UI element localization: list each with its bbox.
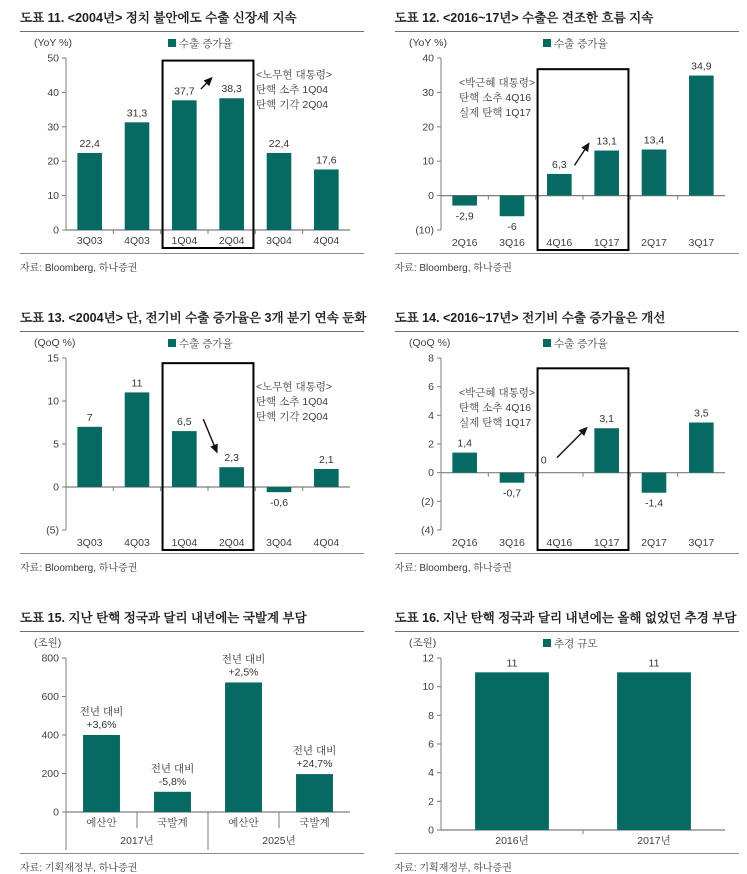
svg-text:-0,7: -0,7 <box>502 487 521 500</box>
svg-text:17,6: 17,6 <box>316 154 337 167</box>
svg-text:7: 7 <box>86 411 93 424</box>
svg-text:40: 40 <box>421 52 434 65</box>
figure-13-title: 도표 13. <2004년> 단, 전기비 수출 증가율은 3개 분기 연속 둔화 <box>20 306 364 332</box>
svg-text:6,3: 6,3 <box>551 158 567 171</box>
svg-text:-0,6: -0,6 <box>269 497 289 510</box>
svg-text:22,4: 22,4 <box>79 137 100 150</box>
svg-text:11: 11 <box>131 377 143 390</box>
svg-text:국발계: 국발계 <box>157 817 188 829</box>
svg-text:0: 0 <box>540 454 547 467</box>
svg-text:1Q17: 1Q17 <box>593 537 620 549</box>
svg-text:5: 5 <box>53 438 59 451</box>
svg-text:6,5: 6,5 <box>177 416 192 429</box>
svg-text:-2,9: -2,9 <box>455 210 474 223</box>
svg-text:<박근혜 대통령>: <박근혜 대통령> <box>458 77 535 89</box>
figure-13-panel <box>20 306 367 574</box>
svg-text:10: 10 <box>47 395 59 408</box>
figure-14-title: 도표 14. <2016~17년> 전기비 수출 증가율은 개선 <box>395 306 739 332</box>
svg-text:400: 400 <box>41 729 59 742</box>
svg-text:0: 0 <box>53 806 59 819</box>
svg-text:2025년: 2025년 <box>262 835 296 847</box>
svg-text:3,5: 3,5 <box>693 407 709 420</box>
figure-16-source: 자료: 기획재정부, 하나증권 <box>395 853 739 874</box>
svg-text:2: 2 <box>427 438 434 451</box>
svg-text:수출 증가율: 수출 증가율 <box>179 38 233 50</box>
svg-text:전년 대비: 전년 대비 <box>292 745 337 758</box>
svg-text:8: 8 <box>427 352 434 365</box>
figure-13-source: 자료: Bloomberg, 하나증권 <box>20 553 364 574</box>
svg-text:(QoQ %): (QoQ %) <box>408 337 450 349</box>
svg-text:-1,4: -1,4 <box>644 497 663 510</box>
svg-text:13,4: 13,4 <box>643 134 664 147</box>
svg-text:3Q03: 3Q03 <box>76 235 103 247</box>
figure-16-canvas <box>395 634 739 852</box>
svg-text:2: 2 <box>427 795 434 808</box>
svg-text:전년 대비: 전년 대비 <box>150 762 195 775</box>
svg-text:(10): (10) <box>414 224 434 237</box>
figure-12-panel <box>395 6 739 274</box>
svg-text:탄핵 기각 2Q04: 탄핵 기각 2Q04 <box>256 411 329 423</box>
svg-text:(QoQ %): (QoQ %) <box>34 337 76 349</box>
svg-text:수출 증가율: 수출 증가율 <box>553 38 608 50</box>
figure-15-canvas <box>20 634 364 852</box>
figure-16-panel <box>395 606 739 874</box>
svg-text:2Q16: 2Q16 <box>451 237 478 249</box>
svg-text:(5): (5) <box>46 524 59 537</box>
figure-16-title: 도표 16. 지난 탄핵 정국과 달리 내년에는 올해 없었던 추경 부담 <box>395 606 739 632</box>
figure-14-canvas <box>395 334 739 552</box>
svg-text:2,1: 2,1 <box>319 453 334 466</box>
svg-text:실제 탄핵 1Q17: 실제 탄핵 1Q17 <box>458 107 531 119</box>
svg-text:(조원): (조원) <box>34 637 62 649</box>
figure-11-canvas <box>20 34 364 252</box>
svg-text:+24,7%: +24,7% <box>296 758 333 771</box>
figure-16-bar-chart <box>395 634 739 852</box>
svg-text:3Q16: 3Q16 <box>498 237 525 249</box>
svg-text:-5,8%: -5,8% <box>158 775 187 788</box>
svg-text:탄핵 기각 2Q04: 탄핵 기각 2Q04 <box>256 99 329 111</box>
svg-text:4Q03: 4Q03 <box>124 537 150 549</box>
svg-text:3Q16: 3Q16 <box>498 537 525 549</box>
svg-text:600: 600 <box>41 691 59 703</box>
svg-text:22,4: 22,4 <box>268 137 290 150</box>
svg-text:1Q04: 1Q04 <box>171 537 198 549</box>
svg-text:2Q16: 2Q16 <box>451 537 478 549</box>
svg-text:<노무현 대통령>: <노무현 대통령> <box>256 69 333 81</box>
svg-text:50: 50 <box>47 52 59 65</box>
svg-text:전년 대비: 전년 대비 <box>79 706 124 718</box>
svg-text:0: 0 <box>427 824 434 837</box>
svg-text:탄핵 소추 1Q04: 탄핵 소추 1Q04 <box>256 84 329 96</box>
svg-text:4: 4 <box>427 767 434 780</box>
svg-text:<박근혜 대통령>: <박근혜 대통령> <box>458 387 535 399</box>
svg-text:34,9: 34,9 <box>690 60 712 73</box>
svg-text:4Q03: 4Q03 <box>124 235 150 247</box>
svg-text:2Q04: 2Q04 <box>218 235 245 247</box>
figure-12-canvas <box>395 34 739 252</box>
svg-text:3Q17: 3Q17 <box>687 237 714 249</box>
svg-text:4Q04: 4Q04 <box>313 235 340 247</box>
svg-text:6: 6 <box>427 381 434 394</box>
svg-text:+2,5%: +2,5% <box>228 666 259 679</box>
figure-15-source: 자료: 기획재정부, 하나증권 <box>20 853 364 874</box>
svg-text:3Q04: 3Q04 <box>266 235 292 247</box>
svg-text:15: 15 <box>47 352 59 365</box>
figure-14-bar-chart <box>395 334 739 552</box>
svg-text:20: 20 <box>47 155 59 168</box>
svg-text:1,4: 1,4 <box>456 437 472 450</box>
svg-text:2Q17: 2Q17 <box>640 237 667 249</box>
figure-14-panel <box>395 306 739 574</box>
figure-12-source: 자료: Bloomberg, 하나증권 <box>395 253 739 274</box>
svg-text:탄핵 소추 4Q16: 탄핵 소추 4Q16 <box>458 402 531 414</box>
svg-text:2,3: 2,3 <box>224 452 239 465</box>
svg-text:실제 탄핵 1Q17: 실제 탄핵 1Q17 <box>458 417 531 429</box>
svg-text:2017년: 2017년 <box>120 835 154 847</box>
svg-text:(4): (4) <box>420 524 434 537</box>
svg-text:1Q04: 1Q04 <box>171 235 198 247</box>
svg-text:4Q16: 4Q16 <box>545 237 572 249</box>
figure-11-source: 자료: Bloomberg, 하나증권 <box>20 253 364 274</box>
svg-text:0: 0 <box>427 190 434 203</box>
figure-11-bar-chart <box>20 34 364 252</box>
svg-text:탄핵 소추 1Q04: 탄핵 소추 1Q04 <box>256 396 329 408</box>
svg-text:(2): (2) <box>420 495 434 508</box>
figure-11-title: 도표 11. <2004년> 정치 불안에도 수출 신장세 지속 <box>20 6 364 32</box>
svg-text:13,1: 13,1 <box>595 135 617 148</box>
figure-15-bar-chart <box>20 634 364 852</box>
svg-text:800: 800 <box>41 652 59 665</box>
figure-13-bar-chart <box>20 334 364 552</box>
svg-text:30: 30 <box>421 86 434 99</box>
svg-text:2016년: 2016년 <box>494 835 529 847</box>
svg-text:6: 6 <box>427 738 434 751</box>
svg-text:20: 20 <box>421 121 434 134</box>
svg-text:전년 대비: 전년 대비 <box>221 653 266 666</box>
figure-12-title: 도표 12. <2016~17년> 수출은 견조한 흐름 지속 <box>395 6 739 32</box>
svg-text:30: 30 <box>47 121 59 134</box>
svg-text:3Q04: 3Q04 <box>266 537 292 549</box>
svg-text:4: 4 <box>427 409 434 422</box>
svg-text:12: 12 <box>421 652 434 665</box>
svg-text:0: 0 <box>427 467 434 480</box>
svg-text:(YoY %): (YoY %) <box>34 37 72 49</box>
svg-text:-6: -6 <box>506 221 517 234</box>
svg-text:200: 200 <box>41 768 59 780</box>
svg-text:4Q04: 4Q04 <box>313 537 340 549</box>
svg-text:3Q17: 3Q17 <box>687 537 714 549</box>
figure-14-source: 자료: Bloomberg, 하나증권 <box>395 553 739 574</box>
svg-text:0: 0 <box>53 481 59 494</box>
svg-text:예산안: 예산안 <box>86 817 117 829</box>
svg-text:(YoY %): (YoY %) <box>408 37 447 49</box>
svg-text:0: 0 <box>53 224 59 237</box>
svg-text:37,7: 37,7 <box>174 85 195 98</box>
svg-text:11: 11 <box>506 657 517 670</box>
figure-15-panel <box>20 606 364 874</box>
svg-text:+3,6%: +3,6% <box>86 719 117 731</box>
svg-text:10: 10 <box>47 190 59 203</box>
figure-13-canvas <box>20 334 364 552</box>
svg-text:국발계: 국발계 <box>299 817 330 829</box>
svg-text:탄핵 소추 4Q16: 탄핵 소추 4Q16 <box>458 92 531 104</box>
svg-text:11: 11 <box>648 657 659 670</box>
svg-text:수출 증가율: 수출 증가율 <box>179 338 233 350</box>
svg-text:4Q16: 4Q16 <box>545 537 572 549</box>
svg-text:2017년: 2017년 <box>636 835 671 847</box>
svg-text:10: 10 <box>421 155 434 168</box>
svg-text:추경 규모: 추경 규모 <box>553 638 597 650</box>
svg-text:3,1: 3,1 <box>598 413 614 426</box>
svg-text:<노무현 대통령>: <노무현 대통령> <box>256 381 333 393</box>
svg-text:10: 10 <box>421 681 434 694</box>
figure-11-panel <box>20 6 364 274</box>
svg-text:1Q17: 1Q17 <box>593 237 620 249</box>
svg-text:2Q04: 2Q04 <box>218 537 245 549</box>
svg-text:수출 증가율: 수출 증가율 <box>553 338 608 350</box>
svg-text:8: 8 <box>427 709 434 722</box>
svg-text:31,3: 31,3 <box>126 107 148 120</box>
svg-text:40: 40 <box>47 86 59 99</box>
svg-text:예산안: 예산안 <box>228 817 259 829</box>
svg-text:(조원): (조원) <box>408 637 436 649</box>
svg-text:3Q03: 3Q03 <box>76 537 103 549</box>
figure-15-title: 도표 15. 지난 탄핵 정국과 달리 내년에는 국발계 부담 <box>20 606 364 632</box>
figure-12-bar-chart <box>395 34 739 252</box>
svg-text:2Q17: 2Q17 <box>640 537 667 549</box>
svg-text:38,3: 38,3 <box>221 83 242 96</box>
